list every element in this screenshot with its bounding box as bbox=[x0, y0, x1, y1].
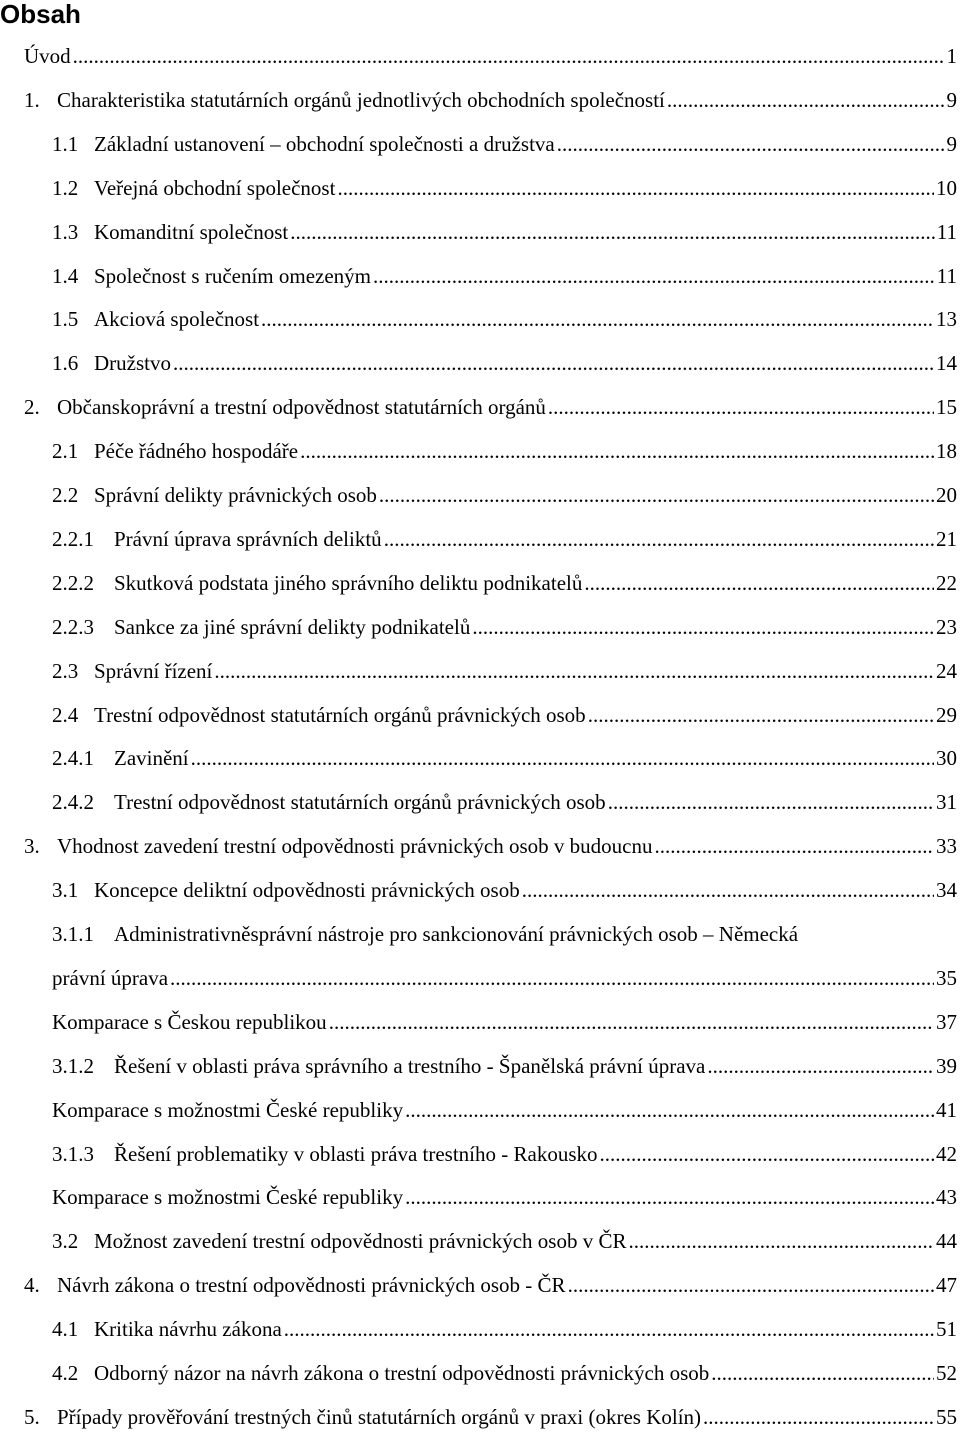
toc-entry-number: 1.6 bbox=[52, 351, 79, 376]
toc-entry-number: 5. bbox=[24, 1404, 40, 1429]
toc-entry-title: Základní ustanovení – obchodní společnosti a družstva bbox=[94, 131, 555, 156]
toc-entry-number: 1.5 bbox=[52, 307, 79, 332]
toc-entry-number: 2.4.1 bbox=[52, 746, 94, 771]
toc-entry[interactable] bbox=[52, 1007, 957, 1037]
toc-entry-page: 24 bbox=[936, 658, 957, 683]
toc-entry-leader bbox=[329, 1007, 934, 1037]
toc-entry-leader bbox=[608, 787, 934, 817]
toc-entry[interactable] bbox=[52, 743, 957, 773]
toc-entry-number: 3.1 bbox=[52, 878, 79, 903]
toc-entry-leader bbox=[300, 436, 934, 466]
toc-entry-page: 21 bbox=[936, 526, 957, 551]
toc-entry[interactable] bbox=[52, 963, 957, 993]
toc-entry-title: Úvod bbox=[24, 44, 71, 68]
toc-entry-leader bbox=[568, 1270, 934, 1300]
toc-entry-title: Správní řízení bbox=[94, 658, 213, 683]
toc-entry-page: 33 bbox=[936, 834, 957, 859]
toc-entry-number: 2.3 bbox=[52, 658, 79, 683]
toc-entry-number: 3.1.2 bbox=[52, 1053, 94, 1078]
toc-entry-title: Řešení v oblasti práva správního a trestního - Španělská právní úprava bbox=[114, 1053, 706, 1078]
toc-entry-page: 15 bbox=[936, 395, 957, 420]
toc-entry[interactable] bbox=[52, 436, 957, 466]
toc-entry-title: Skutková podstata jiného správního deliktu podnikatelů bbox=[114, 570, 583, 595]
toc-entry-title: Koncepce deliktní odpovědnosti právnických osob bbox=[94, 878, 520, 903]
toc-entry-leader bbox=[629, 1226, 935, 1256]
toc-entry-leader bbox=[173, 348, 934, 378]
toc-entry[interactable] bbox=[52, 129, 957, 159]
toc-entry-page: 51 bbox=[936, 1317, 957, 1342]
toc-entry[interactable] bbox=[52, 524, 957, 554]
toc-entry-number: 3.2 bbox=[52, 1229, 79, 1254]
toc-entry-page: 30 bbox=[936, 746, 957, 771]
toc-entry-number: 2.2.1 bbox=[52, 526, 94, 551]
toc-entry-leader bbox=[373, 261, 935, 291]
toc-entry-leader bbox=[405, 1182, 934, 1212]
toc-entry-number: 2.2.2 bbox=[52, 570, 94, 595]
toc-entry[interactable] bbox=[24, 1270, 957, 1300]
toc-entry-title: Sankce za jiné správní delikty podnikatelů bbox=[114, 614, 471, 639]
toc-entry-page: 14 bbox=[936, 351, 957, 376]
toc-entry-title: Kritika návrhu zákona bbox=[94, 1317, 282, 1342]
toc-entry-page: 43 bbox=[936, 1185, 957, 1210]
toc-entry-title: Charakteristika statutárních orgánů jednotlivých obchodních společností bbox=[57, 87, 665, 112]
toc-entry-leader bbox=[557, 129, 945, 159]
toc-entry[interactable] bbox=[52, 348, 957, 378]
toc-entry[interactable] bbox=[52, 217, 957, 247]
toc-entry-leader bbox=[600, 1139, 935, 1169]
toc-entry-title: Správní delikty právnických osob bbox=[94, 483, 377, 507]
toc-entry-page: 1 bbox=[946, 44, 957, 68]
toc-entry-number: 2. bbox=[24, 395, 40, 420]
toc-entry-number: 2.4.2 bbox=[52, 790, 94, 815]
toc-entry[interactable] bbox=[52, 700, 957, 730]
toc-entry-page: 11 bbox=[936, 263, 957, 288]
toc-entry-title: Trestní odpovědnost statutárních orgánů právnických osob bbox=[114, 790, 606, 815]
toc-entry-title: Vhodnost zavedení trestní odpovědnosti právnických osob v budoucnu bbox=[57, 834, 653, 859]
toc-entry-title: Občanskoprávní a trestní odpovědnost statutárních orgánů bbox=[57, 395, 546, 420]
toc-entry-leader bbox=[548, 392, 934, 422]
toc-entry-title: Odborný názor na návrh zákona o trestní odpovědnosti právnických osob bbox=[94, 1361, 710, 1385]
toc-entry-page: 41 bbox=[936, 1097, 957, 1122]
toc-entry-leader bbox=[170, 963, 934, 993]
toc-entry-title: Veřejná obchodní společnost bbox=[94, 175, 336, 200]
toc-entry-page: 23 bbox=[936, 614, 957, 639]
toc-entry-title: Komparace s možnostmi České republiky bbox=[52, 1185, 404, 1210]
toc-entry-number: 1.2 bbox=[52, 175, 79, 200]
toc-entry-leader bbox=[379, 480, 934, 510]
toc-entry-leader bbox=[261, 304, 934, 334]
toc-entry-leader bbox=[384, 524, 934, 554]
toc-entry-number: 2.4 bbox=[52, 702, 79, 727]
toc-entry-leader bbox=[703, 1402, 934, 1432]
toc-entry[interactable] bbox=[52, 304, 957, 334]
toc-entry-leader bbox=[73, 41, 945, 71]
toc-entry-page: 29 bbox=[936, 702, 957, 727]
toc-entry-title: Případy prověřování trestných činů statutárních orgánů v praxi (okres Kolín) bbox=[57, 1404, 702, 1429]
toc-entry-number: 3.1.3 bbox=[52, 1141, 94, 1166]
toc-entry-page: 9 bbox=[946, 131, 957, 156]
toc-entry[interactable] bbox=[24, 41, 957, 71]
toc-entry-page: 11 bbox=[936, 219, 957, 244]
toc-entry-number: 4.2 bbox=[52, 1361, 79, 1385]
toc-entry[interactable] bbox=[24, 1402, 957, 1432]
toc-entry[interactable] bbox=[52, 1226, 957, 1256]
toc-entry-leader bbox=[337, 173, 934, 203]
toc-entry[interactable] bbox=[52, 568, 957, 598]
toc-entry[interactable] bbox=[52, 1358, 957, 1388]
toc-entry-leader bbox=[191, 743, 934, 773]
toc-entry-number: 1. bbox=[24, 87, 40, 112]
toc-entry-title: právní úprava bbox=[52, 965, 169, 990]
toc-entry[interactable] bbox=[52, 1095, 957, 1125]
toc-entry[interactable] bbox=[24, 392, 957, 422]
toc-entry-page: 20 bbox=[936, 483, 957, 507]
toc-entry[interactable] bbox=[52, 480, 957, 510]
toc-entry[interactable] bbox=[52, 1139, 957, 1169]
toc-entry-title: Komanditní společnost bbox=[94, 219, 289, 244]
toc-heading: Obsah bbox=[0, 0, 81, 29]
toc-entry-title: Návrh zákona o trestní odpovědnosti právnických osob - ČR bbox=[57, 1273, 566, 1298]
toc-entry[interactable] bbox=[52, 1182, 957, 1212]
toc-entry[interactable] bbox=[24, 831, 957, 861]
toc-entry[interactable] bbox=[52, 173, 957, 203]
toc-entry-title: Právní úprava správních deliktů bbox=[114, 526, 382, 551]
toc-entry-title: Řešení problematiky v oblasti práva trestního - Rakousko bbox=[114, 1141, 598, 1166]
toc-entry-page: 31 bbox=[936, 790, 957, 815]
toc-entry-title: Komparace s Českou republikou bbox=[52, 1009, 327, 1034]
toc-entry-leader bbox=[290, 217, 935, 247]
toc-entry-title: Péče řádného hospodáře bbox=[94, 439, 299, 464]
toc-entry[interactable] bbox=[52, 1051, 957, 1081]
toc-entry-title: Možnost zavedení trestní odpovědnosti právnických osob v ČR bbox=[94, 1229, 627, 1254]
toc-entry-leader bbox=[405, 1095, 934, 1125]
toc-entry-leader bbox=[654, 831, 934, 861]
toc-entry-page: 37 bbox=[936, 1009, 957, 1034]
toc-entry-number: 3.1.1 bbox=[52, 922, 94, 946]
toc-entry-title: Družstvo bbox=[94, 351, 171, 376]
toc-entry-leader bbox=[707, 1051, 934, 1081]
toc-entry-number: 3. bbox=[24, 834, 40, 859]
toc-entry-leader bbox=[284, 1314, 934, 1344]
toc-entry-title: Komparace s možnostmi České republiky bbox=[52, 1097, 404, 1122]
toc-entry-title: Administrativněsprávní nástroje pro sankcionování právnických osob – Německá bbox=[114, 922, 799, 946]
toc-entry-number: 2.2 bbox=[52, 483, 79, 507]
toc-entry-page: 35 bbox=[936, 965, 957, 990]
toc-entry-leader bbox=[522, 875, 934, 905]
toc-entry[interactable] bbox=[24, 85, 957, 115]
toc-entry[interactable] bbox=[52, 919, 957, 949]
toc-entry-number: 4. bbox=[24, 1273, 40, 1298]
toc-entry-page: 22 bbox=[936, 570, 957, 595]
toc-entry-leader bbox=[588, 700, 934, 730]
toc-entry-number: 2.1 bbox=[52, 439, 79, 464]
toc-entry-page: 34 bbox=[936, 878, 957, 903]
toc-entry[interactable] bbox=[52, 787, 957, 817]
toc-entry-page: 39 bbox=[936, 1053, 957, 1078]
toc-entry-page: 42 bbox=[936, 1141, 957, 1166]
toc-entry-page: 18 bbox=[936, 439, 957, 464]
toc-entry-title: Společnost s ručením omezeným bbox=[94, 263, 372, 288]
toc-entry-page: 13 bbox=[936, 307, 957, 332]
toc-entry[interactable] bbox=[52, 875, 957, 905]
toc-entry-leader bbox=[667, 85, 945, 115]
toc-entry-page: 10 bbox=[936, 175, 957, 200]
toc-entry-number: 1.3 bbox=[52, 219, 79, 244]
toc-entry[interactable] bbox=[52, 1314, 957, 1344]
toc-entry-title: Akciová společnost bbox=[94, 307, 260, 332]
toc-entry[interactable] bbox=[52, 612, 957, 642]
toc-entry-leader bbox=[711, 1358, 934, 1388]
toc-entry[interactable] bbox=[52, 261, 957, 291]
toc-entry-title: Trestní odpovědnost statutárních orgánů právnických osob bbox=[94, 702, 586, 727]
toc-entry-number: 2.2.3 bbox=[52, 614, 94, 639]
toc-entry-leader bbox=[472, 612, 934, 642]
toc-entry[interactable] bbox=[52, 656, 957, 686]
toc-entry-page: 9 bbox=[946, 87, 957, 112]
toc-entry-number: 1.4 bbox=[52, 263, 79, 288]
toc-entry-page: 55 bbox=[936, 1404, 957, 1429]
toc-entry-page: 52 bbox=[936, 1361, 957, 1385]
toc-entry-title: Zavinění bbox=[114, 746, 189, 771]
toc-entry-leader bbox=[214, 656, 934, 686]
toc-entry-page: 47 bbox=[936, 1273, 957, 1298]
toc-entry-number: 1.1 bbox=[52, 131, 79, 156]
toc-entry-page: 44 bbox=[936, 1229, 957, 1254]
toc-entry-number: 4.1 bbox=[52, 1317, 79, 1342]
toc-entry-leader bbox=[584, 568, 934, 598]
